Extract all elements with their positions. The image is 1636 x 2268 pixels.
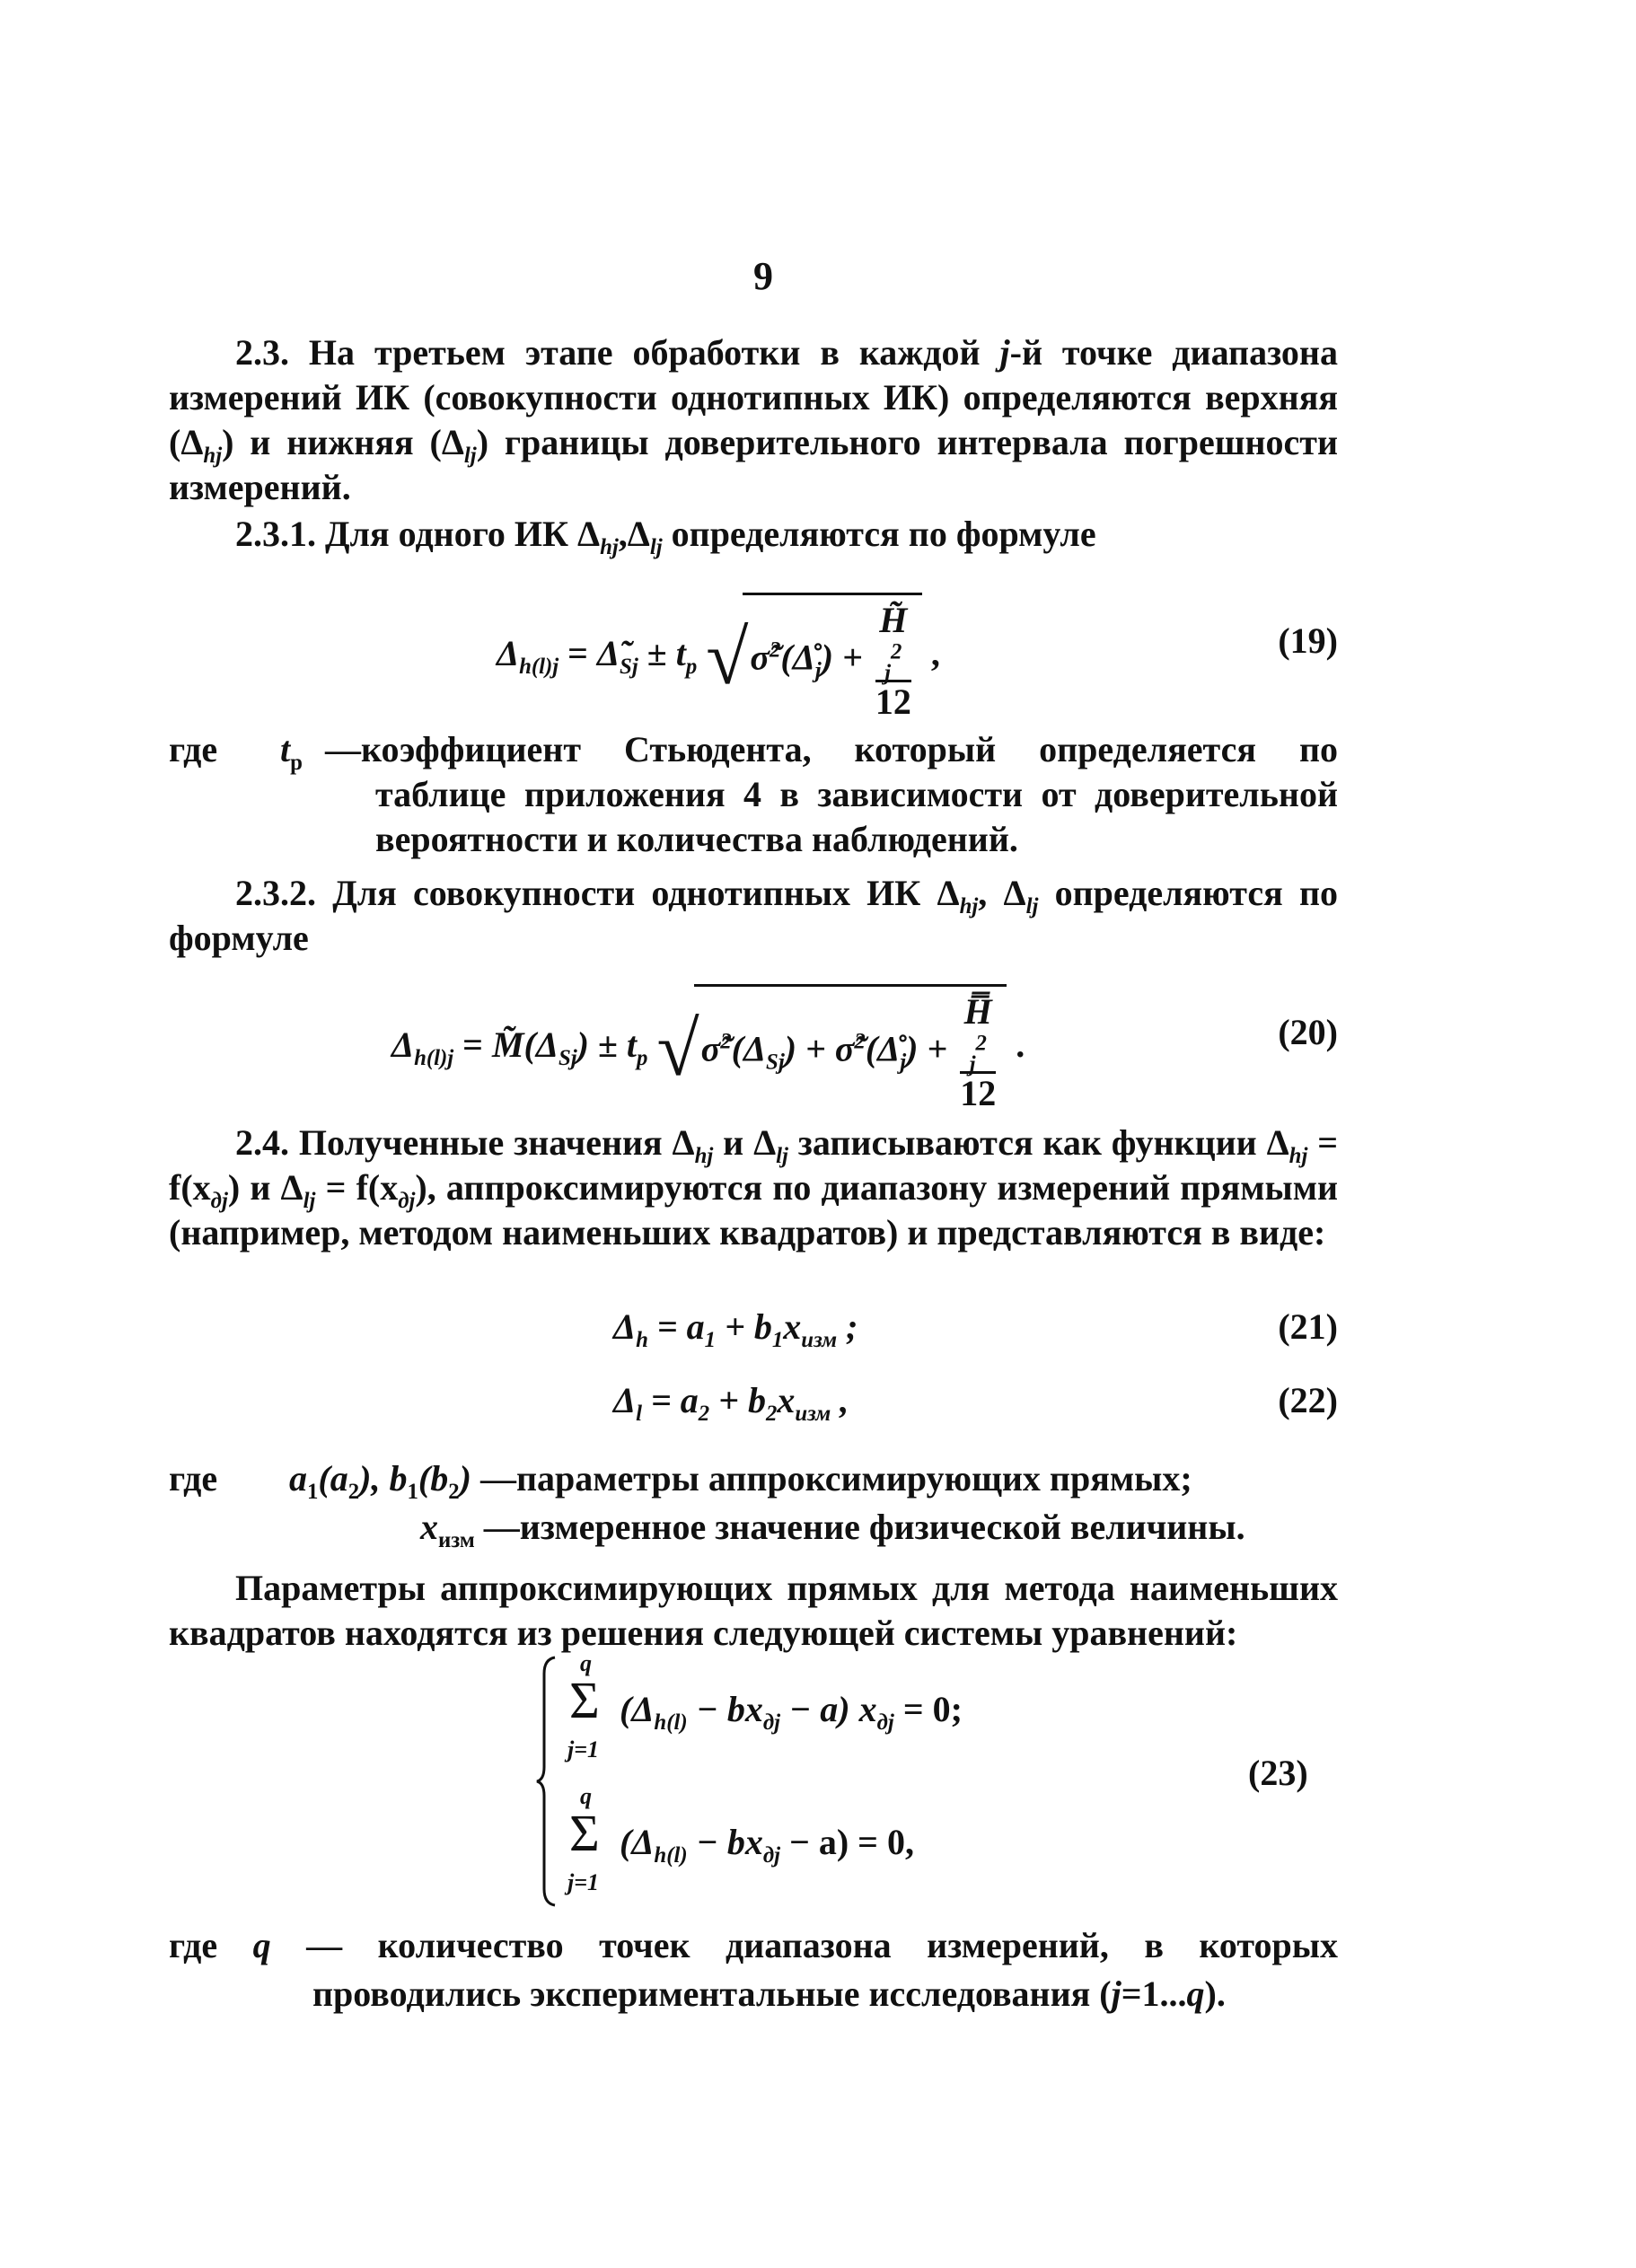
term: = 0; (893, 1689, 963, 1729)
subscript: h (636, 1328, 648, 1352)
term: M̃ (491, 1024, 524, 1066)
subscript: lj (463, 444, 477, 468)
symbol: q (1186, 1974, 1205, 2014)
subscript: h(l)j (414, 1046, 454, 1071)
delta: Δ (497, 633, 520, 674)
term: − bx (687, 1689, 763, 1729)
superscript: 2 (891, 639, 902, 664)
subscript: hj (694, 1144, 714, 1168)
text: 2.3.1. Для одного ИК Δ (235, 514, 601, 554)
term: = a (641, 1380, 699, 1420)
subscript: р (290, 751, 303, 775)
where-line-q-2 (312, 1972, 1226, 2017)
term: x (777, 1380, 796, 1420)
punctuation: , (930, 633, 940, 674)
subscript: h(l)j (519, 655, 559, 680)
text-line: —коэффициент Стьюдента, который определяется по (325, 729, 1338, 769)
text: — количество точек диапазона измерений, в которых (270, 1925, 1338, 1965)
text: = f(x (315, 1167, 399, 1208)
text: определяются по формуле (169, 873, 1338, 958)
equals: = (453, 1024, 492, 1066)
subscript: 2 (448, 1480, 460, 1504)
text: —параметры аппроксимирующих прямых; (471, 1458, 1192, 1499)
term: − a) x (780, 1689, 877, 1729)
symbol: a (289, 1458, 307, 1499)
delta: Δ (613, 1380, 637, 1420)
term: (Δ̊ (865, 1028, 901, 1069)
term: σ̃ (750, 637, 770, 678)
subscript: 1 (771, 1328, 784, 1352)
equation-22-body (613, 1379, 849, 1426)
text: ) и Δ (227, 1167, 303, 1208)
subscript: j (884, 661, 892, 685)
numerator (960, 991, 996, 1077)
sum-body (620, 1688, 963, 1735)
subscript: lj (303, 1189, 316, 1213)
superscript: 2 (975, 1031, 987, 1056)
punctuation: ; (837, 1306, 858, 1347)
where-text-19 (325, 727, 1338, 862)
term: + b (709, 1380, 766, 1420)
subscript: изм (438, 1528, 475, 1552)
equation-number: (19) (1278, 620, 1338, 661)
subscript: Sj (620, 655, 638, 680)
sum-upper-limit: q (580, 1783, 592, 1809)
subscript: дj (762, 1843, 781, 1868)
subscript: 2 (347, 1480, 360, 1504)
term: Δ̃ (596, 633, 620, 674)
subscript: hj (1289, 1144, 1308, 1168)
radicand (743, 593, 921, 722)
text: = f(x (169, 1122, 1339, 1208)
term: H̃ (879, 600, 908, 640)
equation-21 (169, 1302, 1338, 1365)
subscript: 2 (765, 1402, 778, 1426)
symbol: j (1111, 1974, 1121, 2014)
paragraph-2-3 (169, 330, 1338, 510)
term: (Δ̊ (780, 637, 815, 678)
subscript: 1 (407, 1480, 418, 1504)
term: − bx (687, 1822, 763, 1862)
superscript: 2 (720, 1029, 732, 1054)
term: H̿ (963, 991, 992, 1032)
sum-symbol: Σ (569, 1671, 600, 1729)
term: = a (647, 1306, 705, 1347)
text: 2.3.2. Для совокупности однотипных ИК Δ (235, 873, 960, 913)
equation-23-system (537, 1650, 1013, 1911)
symbol: ) (459, 1458, 471, 1499)
radical-sign: √ (656, 1006, 699, 1092)
subscript: изм (795, 1402, 831, 1426)
subscript: 2 (698, 1402, 710, 1426)
subscript: Sj (766, 1050, 785, 1075)
term: (Δ (620, 1822, 655, 1862)
equation-22 (169, 1376, 1338, 1438)
term: (Δ (620, 1689, 655, 1729)
fraction (960, 992, 996, 1113)
where-line-x (420, 1505, 1245, 1550)
numerator (875, 600, 911, 685)
sum-body (620, 1821, 914, 1868)
text: определяются по формуле (662, 514, 1096, 554)
subscript: дj (210, 1189, 228, 1213)
subscript: изм (801, 1328, 838, 1352)
where-label: где (169, 1925, 253, 1965)
text: проводились экспериментальные исследования ( (312, 1974, 1112, 2014)
equation-21-body (613, 1305, 858, 1352)
term: + b (716, 1306, 772, 1347)
term: σ̃ (700, 1028, 721, 1069)
radical-sign: √ (706, 614, 749, 700)
subscript: 1 (704, 1328, 717, 1352)
text: ,Δ (618, 514, 650, 554)
radicand (694, 984, 1007, 1113)
text: ) и нижняя (Δ (222, 422, 464, 462)
delta: Δ (613, 1306, 637, 1347)
paragraph-2-3-2 (169, 871, 1338, 961)
symbol-j: j (999, 332, 1010, 373)
where-line-params (289, 1456, 1192, 1504)
subscript: hj (600, 535, 619, 559)
subscript: 1 (307, 1480, 319, 1504)
equation-number: (21) (1278, 1306, 1338, 1347)
paragraph-2-3-1 (169, 512, 1338, 557)
text: ) границы доверительного интервала погрешности измерений. (169, 422, 1338, 507)
term: ± t (588, 1024, 638, 1066)
symbol-q: q (252, 1925, 271, 1965)
symbol: (a (318, 1458, 348, 1499)
subscript: j (969, 1052, 976, 1077)
punctuation: . (1016, 1024, 1025, 1066)
subscript: j (900, 1050, 907, 1075)
subscript: l (636, 1402, 642, 1426)
superscript: 2 (854, 1029, 866, 1054)
where-line-q (169, 1923, 1338, 1968)
symbol: ), b (359, 1458, 408, 1499)
sum-lower-limit: j=1 (567, 1869, 600, 1895)
subscript: hj (959, 894, 979, 919)
equation-19 (169, 584, 1338, 722)
term: ± t (638, 633, 686, 674)
term: ) + (906, 1028, 957, 1069)
subscript: дj (762, 1710, 781, 1735)
paragraph-params: Параметры аппроксимирующих прямых для метода наименьших квадратов находятся из решения следующей системы уравнений: (169, 1568, 1338, 1653)
equation-19-body (497, 593, 940, 722)
sum-lower-limit: j=1 (567, 1736, 600, 1763)
text: =1... (1121, 1974, 1187, 2014)
equation-number: (23) (1248, 1753, 1308, 1793)
subscript: дj (398, 1189, 416, 1213)
term: − a) = 0, (780, 1822, 914, 1862)
text: 2.4. Полученные значения Δ (235, 1122, 695, 1163)
symbol: x (420, 1507, 438, 1547)
where-label: где (169, 729, 218, 769)
where-symbol (280, 727, 303, 775)
fraction (875, 601, 911, 722)
text: записываются как функции Δ (787, 1122, 1289, 1163)
subscript: h(l) (654, 1843, 688, 1868)
denominator: 12 (875, 681, 911, 722)
term: ) (576, 1024, 589, 1066)
symbol: (b (418, 1458, 449, 1499)
sum-upper-limit: q (580, 1650, 592, 1676)
equals: = (559, 633, 597, 674)
equation-20-body (391, 984, 1025, 1113)
text: -й точке диапазона измерений ИК (совокупности однотипных ИК) определяются верхняя (Δ (169, 332, 1338, 462)
where-label: где (169, 1458, 218, 1499)
subscript: lj (649, 535, 663, 559)
term: (Δ (731, 1028, 767, 1069)
page-number: 9 (753, 254, 773, 298)
subscript: j (814, 658, 822, 683)
equation-number: (20) (1278, 1012, 1338, 1052)
term: ) + (821, 637, 872, 678)
text: ), аппроксимируются по диапазону измерений прямыми (например, методом наименьших квадратов) и представляются в виде: (169, 1167, 1338, 1253)
superscript: 2 (769, 637, 781, 663)
text: ). (1204, 1974, 1226, 2014)
text: 2.3. На третьем этапе обработки в каждой (235, 332, 1000, 373)
symbol: t (280, 729, 291, 769)
delta: Δ (391, 1024, 415, 1066)
left-brace (535, 1656, 559, 1907)
equation-number: (22) (1278, 1380, 1338, 1420)
subscript: Sj (558, 1046, 577, 1071)
denominator: 12 (960, 1073, 997, 1113)
text: и Δ (713, 1122, 777, 1163)
subscript: дj (876, 1710, 894, 1735)
term: ) + (784, 1028, 835, 1069)
text-line: вероятности и количества наблюдений. (375, 819, 1018, 859)
subscript: lj (1025, 894, 1039, 919)
text: —измеренное значение физической величины. (474, 1507, 1245, 1547)
text-line: таблице приложения 4 в зависимости от доверительной (375, 774, 1338, 814)
sum-symbol: Σ (569, 1804, 600, 1862)
subscript: hj (203, 444, 223, 468)
subscript: p (637, 1046, 648, 1071)
text: , Δ (978, 873, 1026, 913)
subscript: p (685, 655, 698, 680)
subscript: h(l) (654, 1710, 688, 1735)
term: x (783, 1306, 802, 1347)
subscript: lj (776, 1144, 788, 1168)
equation-20 (169, 975, 1338, 1113)
punctuation: , (831, 1380, 849, 1420)
paragraph-2-4 (169, 1121, 1338, 1255)
term: σ̃ (834, 1028, 855, 1069)
term: (Δ (523, 1024, 559, 1066)
